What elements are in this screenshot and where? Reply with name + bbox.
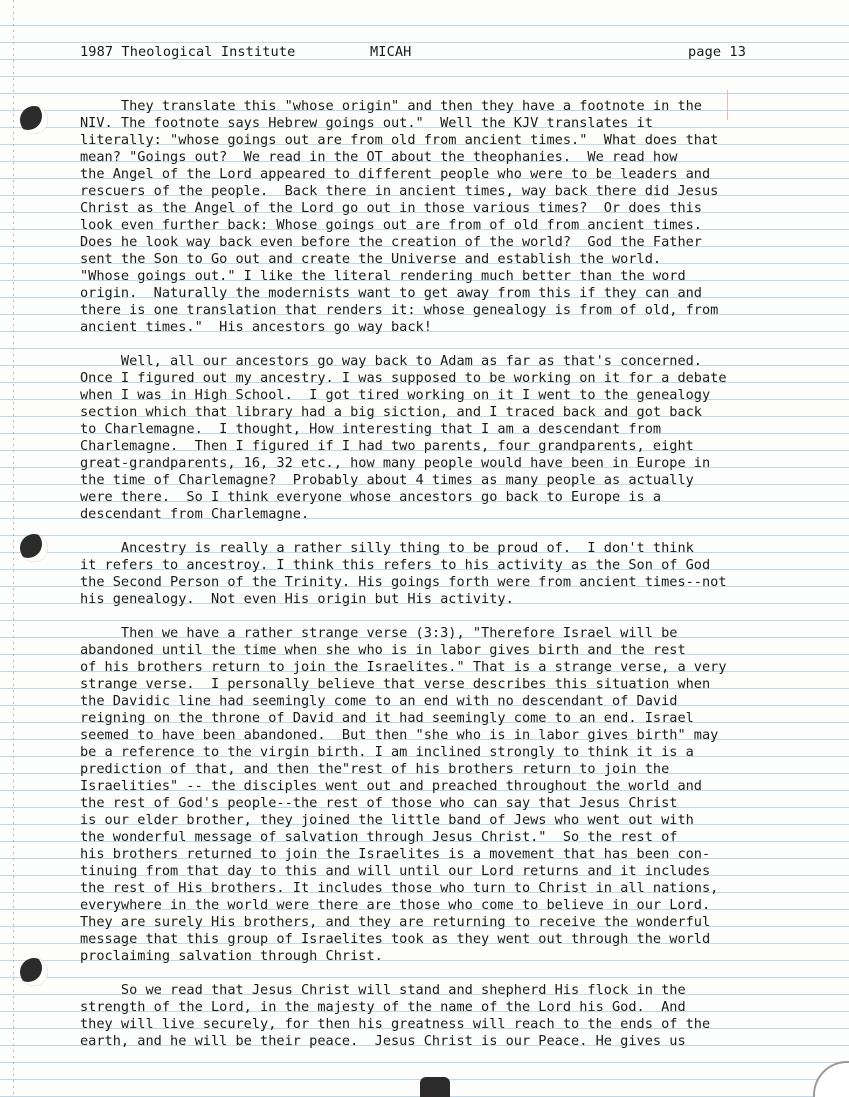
- text-line: mean? "Goings out? We read in the OT about the theophanies. We read how: [80, 149, 678, 165]
- text-line: be a reference to the virgin birth. I am inclined strongly to think it is a: [80, 744, 694, 760]
- header-book-title: MICAH: [370, 44, 412, 60]
- binder-hole-middle: [20, 534, 48, 562]
- text-line: the time of Charlemagne? Probably about 4 times as many people as actually: [80, 472, 694, 488]
- text-line: Charlemagne. Then I figured if I had two parents, four grandparents, eight: [80, 438, 694, 454]
- text-line: section which that library had a big siction, and I traced back and got back: [80, 404, 702, 420]
- text-line: Then we have a rather strange verse (3:3), "Therefore Israel will be: [80, 625, 678, 641]
- left-margin-line: [13, 0, 14, 1097]
- text-line: the rest of His brothers. It includes those who turn to Christ in all nations,: [80, 880, 719, 896]
- binder-clip-mark: [420, 1077, 450, 1097]
- text-line: abandoned until the time when she who is in labor gives birth and the rest: [80, 642, 686, 658]
- text-line: his brothers returned to join the Israelites is a movement that has been con-: [80, 846, 711, 862]
- text-line: sent the Son to Go out and create the Universe and establish the world.: [80, 251, 662, 267]
- text-line: seemed to have been abandoned. But then "she who is in labor gives birth" may: [80, 727, 719, 743]
- text-line: prediction of that, and then the"rest of his brothers return to join the: [80, 761, 670, 777]
- text-line: reigning on the throne of David and it had seemingly come to an end. Israel: [80, 710, 694, 726]
- text-line: strength of the Lord, in the majesty of the name of the Lord his God. And: [80, 999, 686, 1015]
- text-line: great-grandparents, 16, 32 etc., how many people would have been in Europe in: [80, 455, 711, 471]
- paragraph: [80, 353, 760, 523]
- text-line: earth, and he will be their peace. Jesus Christ is our Peace. He gives us: [80, 1033, 686, 1049]
- text-line: strange verse. I personally believe that verse describes this situation when: [80, 676, 711, 692]
- paragraph: [80, 98, 760, 336]
- text-line: the Second Person of the Trinity. His goings forth were from ancient times--not: [80, 574, 727, 590]
- paragraph: [80, 982, 760, 1050]
- binder-hole-top: [20, 106, 48, 134]
- page-header: [80, 44, 750, 66]
- text-line: Once I figured out my ancestry. I was supposed to be working on it for a debate: [80, 370, 727, 386]
- text-line: literally: "whose goings out are from old from ancient times." What does that: [80, 132, 719, 148]
- text-line: They are surely His brothers, and they are returning to receive the wonderful: [80, 914, 711, 930]
- text-line: Christ as the Angel of the Lord go out in those various times? Or does this: [80, 200, 702, 216]
- text-line: So we read that Jesus Christ will stand and shepherd His flock in the: [80, 982, 686, 998]
- text-line: They translate this "whose origin" and then they have a footnote in the: [80, 98, 702, 114]
- header-page-number: page 13: [688, 44, 746, 60]
- text-line: tinuing from that day to this and will until our Lord returns and it includes: [80, 863, 711, 879]
- text-line: message that this group of Israelites took as they went out through the world: [80, 931, 711, 947]
- text-line: Well, all our ancestors go way back to Adam as far as that's concerned.: [80, 353, 702, 369]
- text-line: the wonderful message of salvation through Jesus Christ." So the rest of: [80, 829, 678, 845]
- text-line: they will live securely, for then his greatness will reach to the ends of the: [80, 1016, 711, 1032]
- text-line: the Angel of the Lord appeared to different people who were to be leaders and: [80, 166, 711, 182]
- text-line: Israelities" -- the disciples went out and preached throughout the world and: [80, 778, 702, 794]
- header-institute: 1987 Theological Institute: [80, 44, 296, 60]
- text-line: Does he look way back even before the creation of the world? God the Father: [80, 234, 702, 250]
- page-corner-curl: [813, 1061, 849, 1097]
- text-line: origin. Naturally the modernists want to get away from this if they can and: [80, 285, 702, 301]
- text-line: were there. So I think everyone whose ancestors go back to Europe is a: [80, 489, 662, 505]
- text-line: proclaiming salvation through Christ.: [80, 948, 383, 964]
- text-line: there is one translation that renders it: whose genealogy is from of old, from: [80, 302, 719, 318]
- paragraph: [80, 625, 760, 965]
- text-line: of his brothers return to join the Israelites." That is a strange verse, a very: [80, 659, 727, 675]
- text-line: his genealogy. Not even His origin but His activity.: [80, 591, 514, 607]
- text-line: NIV. The footnote says Hebrew goings out." Well the KJV translates it: [80, 115, 653, 131]
- text-line: the Davidic line had seemingly come to an end with no descendant of David: [80, 693, 678, 709]
- text-line: descendant from Charlemagne.: [80, 506, 310, 522]
- binder-hole-bottom: [20, 958, 48, 986]
- text-line: ancient times." His ancestors go way back!: [80, 319, 432, 335]
- text-line: Ancestry is really a rather silly thing to be proud of. I don't think: [80, 540, 694, 556]
- text-line: is our elder brother, they joined the little band of Jews who went out with: [80, 812, 694, 828]
- text-line: "Whose goings out." I like the literal rendering much better than the word: [80, 268, 686, 284]
- text-line: rescuers of the people. Back there in ancient times, way back there did Jesus: [80, 183, 719, 199]
- text-line: everywhere in the world were there are those who come to believe in our Lord.: [80, 897, 711, 913]
- paragraph: [80, 540, 760, 608]
- text-line: it refers to ancestroy. I think this refers to his activity as the Son of God: [80, 557, 711, 573]
- text-line: to Charlemagne. I thought, How interesting that I am a descendant from: [80, 421, 662, 437]
- text-line: the rest of God's people--the rest of those who can say that Jesus Christ: [80, 795, 678, 811]
- transcript-body: [80, 98, 760, 1067]
- text-line: look even further back: Whose goings out are from of old from ancient times.: [80, 217, 702, 233]
- text-line: when I was in High School. I got tired working on it I went to the genealogy: [80, 387, 711, 403]
